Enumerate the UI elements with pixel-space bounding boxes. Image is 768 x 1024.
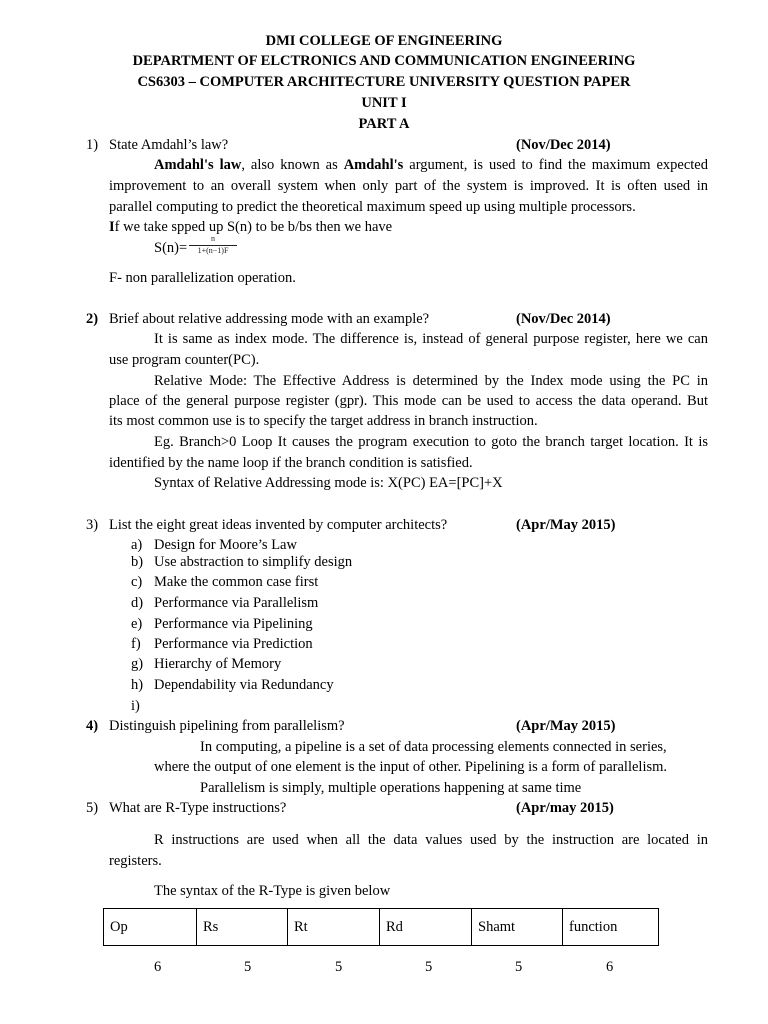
- department-name: DEPARTMENT OF ELCTRONICS AND COMMUNICATION ENGINEERING: [132, 53, 636, 69]
- formula-numerator: n: [211, 234, 215, 243]
- q1-text-2: argument, is used to find the maximum expected: [403, 157, 708, 173]
- q5-date: (Apr/may 2015): [516, 800, 614, 816]
- speedup-formula-fraction: [187, 234, 239, 260]
- q4-line-1: In computing, a pipeline is a set of data processing elements connected in series,: [200, 739, 667, 755]
- q3-list-item: [131, 536, 297, 554]
- part-title: PART A: [358, 116, 410, 132]
- bit-width-rd: 5: [425, 959, 433, 975]
- q3-list-item: [131, 553, 352, 571]
- q3-item-label: e): [131, 616, 143, 632]
- q3-list-item: [131, 615, 313, 633]
- q3-item-label: g): [131, 656, 144, 672]
- q3-list-item: [131, 697, 154, 715]
- q3-list-item: [131, 573, 318, 591]
- q3-item-label: a): [131, 537, 143, 553]
- q3-item-text: Use abstraction to simplify design: [154, 554, 353, 570]
- q3-item-text: Performance via Parallelism: [154, 595, 319, 611]
- q4-date: (Apr/May 2015): [516, 718, 616, 734]
- q1-line-4-initial: I: [109, 219, 115, 235]
- q3-item-text: Hierarchy of Memory: [154, 656, 282, 672]
- q1-question: State Amdahl’s law?: [109, 137, 229, 153]
- field-rt: Rt: [288, 909, 380, 946]
- q1-line-4: [109, 218, 392, 236]
- q4-question: Distinguish pipelining from parallelism?: [109, 718, 345, 734]
- q1-term-2: Amdahl's: [343, 157, 404, 173]
- q2-line-6: Eg. Branch>0 Loop It causes the program execution to goto the branch target location. It is: [154, 434, 708, 450]
- q3-item-text: Dependability via Redundancy: [154, 677, 334, 693]
- college-name: DMI COLLEGE OF ENGINEERING: [265, 33, 503, 49]
- q4-line-2: where the output of one element is the input of other. Pipelining is a form of parallelism.: [154, 759, 668, 775]
- q3-date: (Apr/May 2015): [516, 517, 616, 533]
- q2-line-4: place of the general purpose register (gpr). This mode can be used to access the data operand. But: [109, 393, 708, 409]
- q1-number: 1): [86, 137, 99, 153]
- bit-width-shamt: 5: [515, 959, 523, 975]
- q5-line-1: R instructions are used when all the data values used by the instruction are located in: [154, 832, 708, 848]
- q3-list-item: [131, 676, 334, 694]
- q3-list-item: [131, 594, 318, 612]
- q3-item-text: Performance via Pipelining: [154, 616, 313, 632]
- bit-width-rt: 5: [335, 959, 343, 975]
- q3-item-label: b): [131, 554, 144, 570]
- field-shamt: Shamt: [472, 909, 563, 946]
- q5-line-3: The syntax of the R-Type is given below: [154, 883, 391, 899]
- q5-question: What are R-Type instructions?: [109, 800, 287, 816]
- q3-item-text: Design for Moore’s Law: [154, 537, 297, 553]
- field-rs: Rs: [197, 909, 288, 946]
- q5-number: 5): [86, 800, 99, 816]
- field-rd: Rd: [380, 909, 472, 946]
- q1-line-3: parallel computing to predict the theoretical maximum speed up using multiple processors.: [109, 199, 636, 215]
- q3-item-label: i): [131, 698, 140, 714]
- q2-line-3: Relative Mode: The Effective Address is determined by the Index mode using the PC in: [154, 373, 708, 389]
- bit-width-rs: 5: [244, 959, 252, 975]
- q3-item-label: h): [131, 677, 144, 693]
- course-title: CS6303 – COMPUTER ARCHITECTURE UNIVERSITY QUESTION PAPER: [137, 74, 631, 90]
- bit-width-function: 6: [606, 959, 614, 975]
- q1-line-5: F- non parallelization operation.: [109, 270, 296, 286]
- bit-width-op: 6: [154, 959, 162, 975]
- unit-title: UNIT I: [361, 95, 407, 111]
- q1-term-1: Amdahl's law: [154, 157, 242, 173]
- q2-question: Brief about relative addressing mode with an example?: [109, 311, 430, 327]
- q2-line-2: use program counter(PC).: [109, 352, 260, 368]
- q3-list-item: [131, 655, 281, 673]
- q3-question: List the eight great ideas invented by computer architects?: [109, 517, 448, 533]
- q4-number: 4): [86, 718, 99, 734]
- field-function: function: [563, 909, 659, 946]
- q4-line-3: Parallelism is simply, multiple operations happening at same time: [200, 780, 582, 796]
- q3-number: 3): [86, 517, 99, 533]
- q3-item-label: d): [131, 595, 144, 611]
- formula-lhs: S(n)=: [154, 240, 188, 256]
- q3-item-label: f): [131, 636, 141, 652]
- q2-line-1: It is same as index mode. The difference is, instead of general purpose register, here we can: [154, 331, 708, 347]
- q1-line-4-text: f we take spped up S(n) to be b/bs then we have: [114, 219, 393, 235]
- q3-item-text: Make the common case first: [154, 574, 319, 590]
- q2-line-8: Syntax of Relative Addressing mode is: X(PC) EA=[PC]+X: [154, 475, 503, 491]
- q3-list-item: [131, 635, 313, 653]
- q2-date: (Nov/Dec 2014): [516, 311, 611, 327]
- q1-date: (Nov/Dec 2014): [516, 137, 611, 153]
- q2-number: 2): [86, 311, 99, 327]
- q1-line-1: [154, 156, 708, 174]
- q3-item-label: c): [131, 574, 143, 590]
- q5-line-2: registers.: [109, 853, 162, 869]
- formula-denominator: 1+(n−1)F: [197, 246, 229, 255]
- r-type-format-table: [103, 908, 659, 946]
- q3-item-text: Performance via Prediction: [154, 636, 313, 652]
- table-row: [104, 909, 659, 946]
- field-op: Op: [104, 909, 197, 946]
- q1-line-2: improvement to an overall system when only part of the system is improved. It is often used in: [109, 178, 708, 194]
- q2-line-7: identified by the name loop if the branch condition is satisfied.: [109, 455, 473, 471]
- q2-line-5: its most common use is to specify the target address in branch instruction.: [109, 413, 538, 429]
- q1-text-1: , also known as: [241, 157, 344, 173]
